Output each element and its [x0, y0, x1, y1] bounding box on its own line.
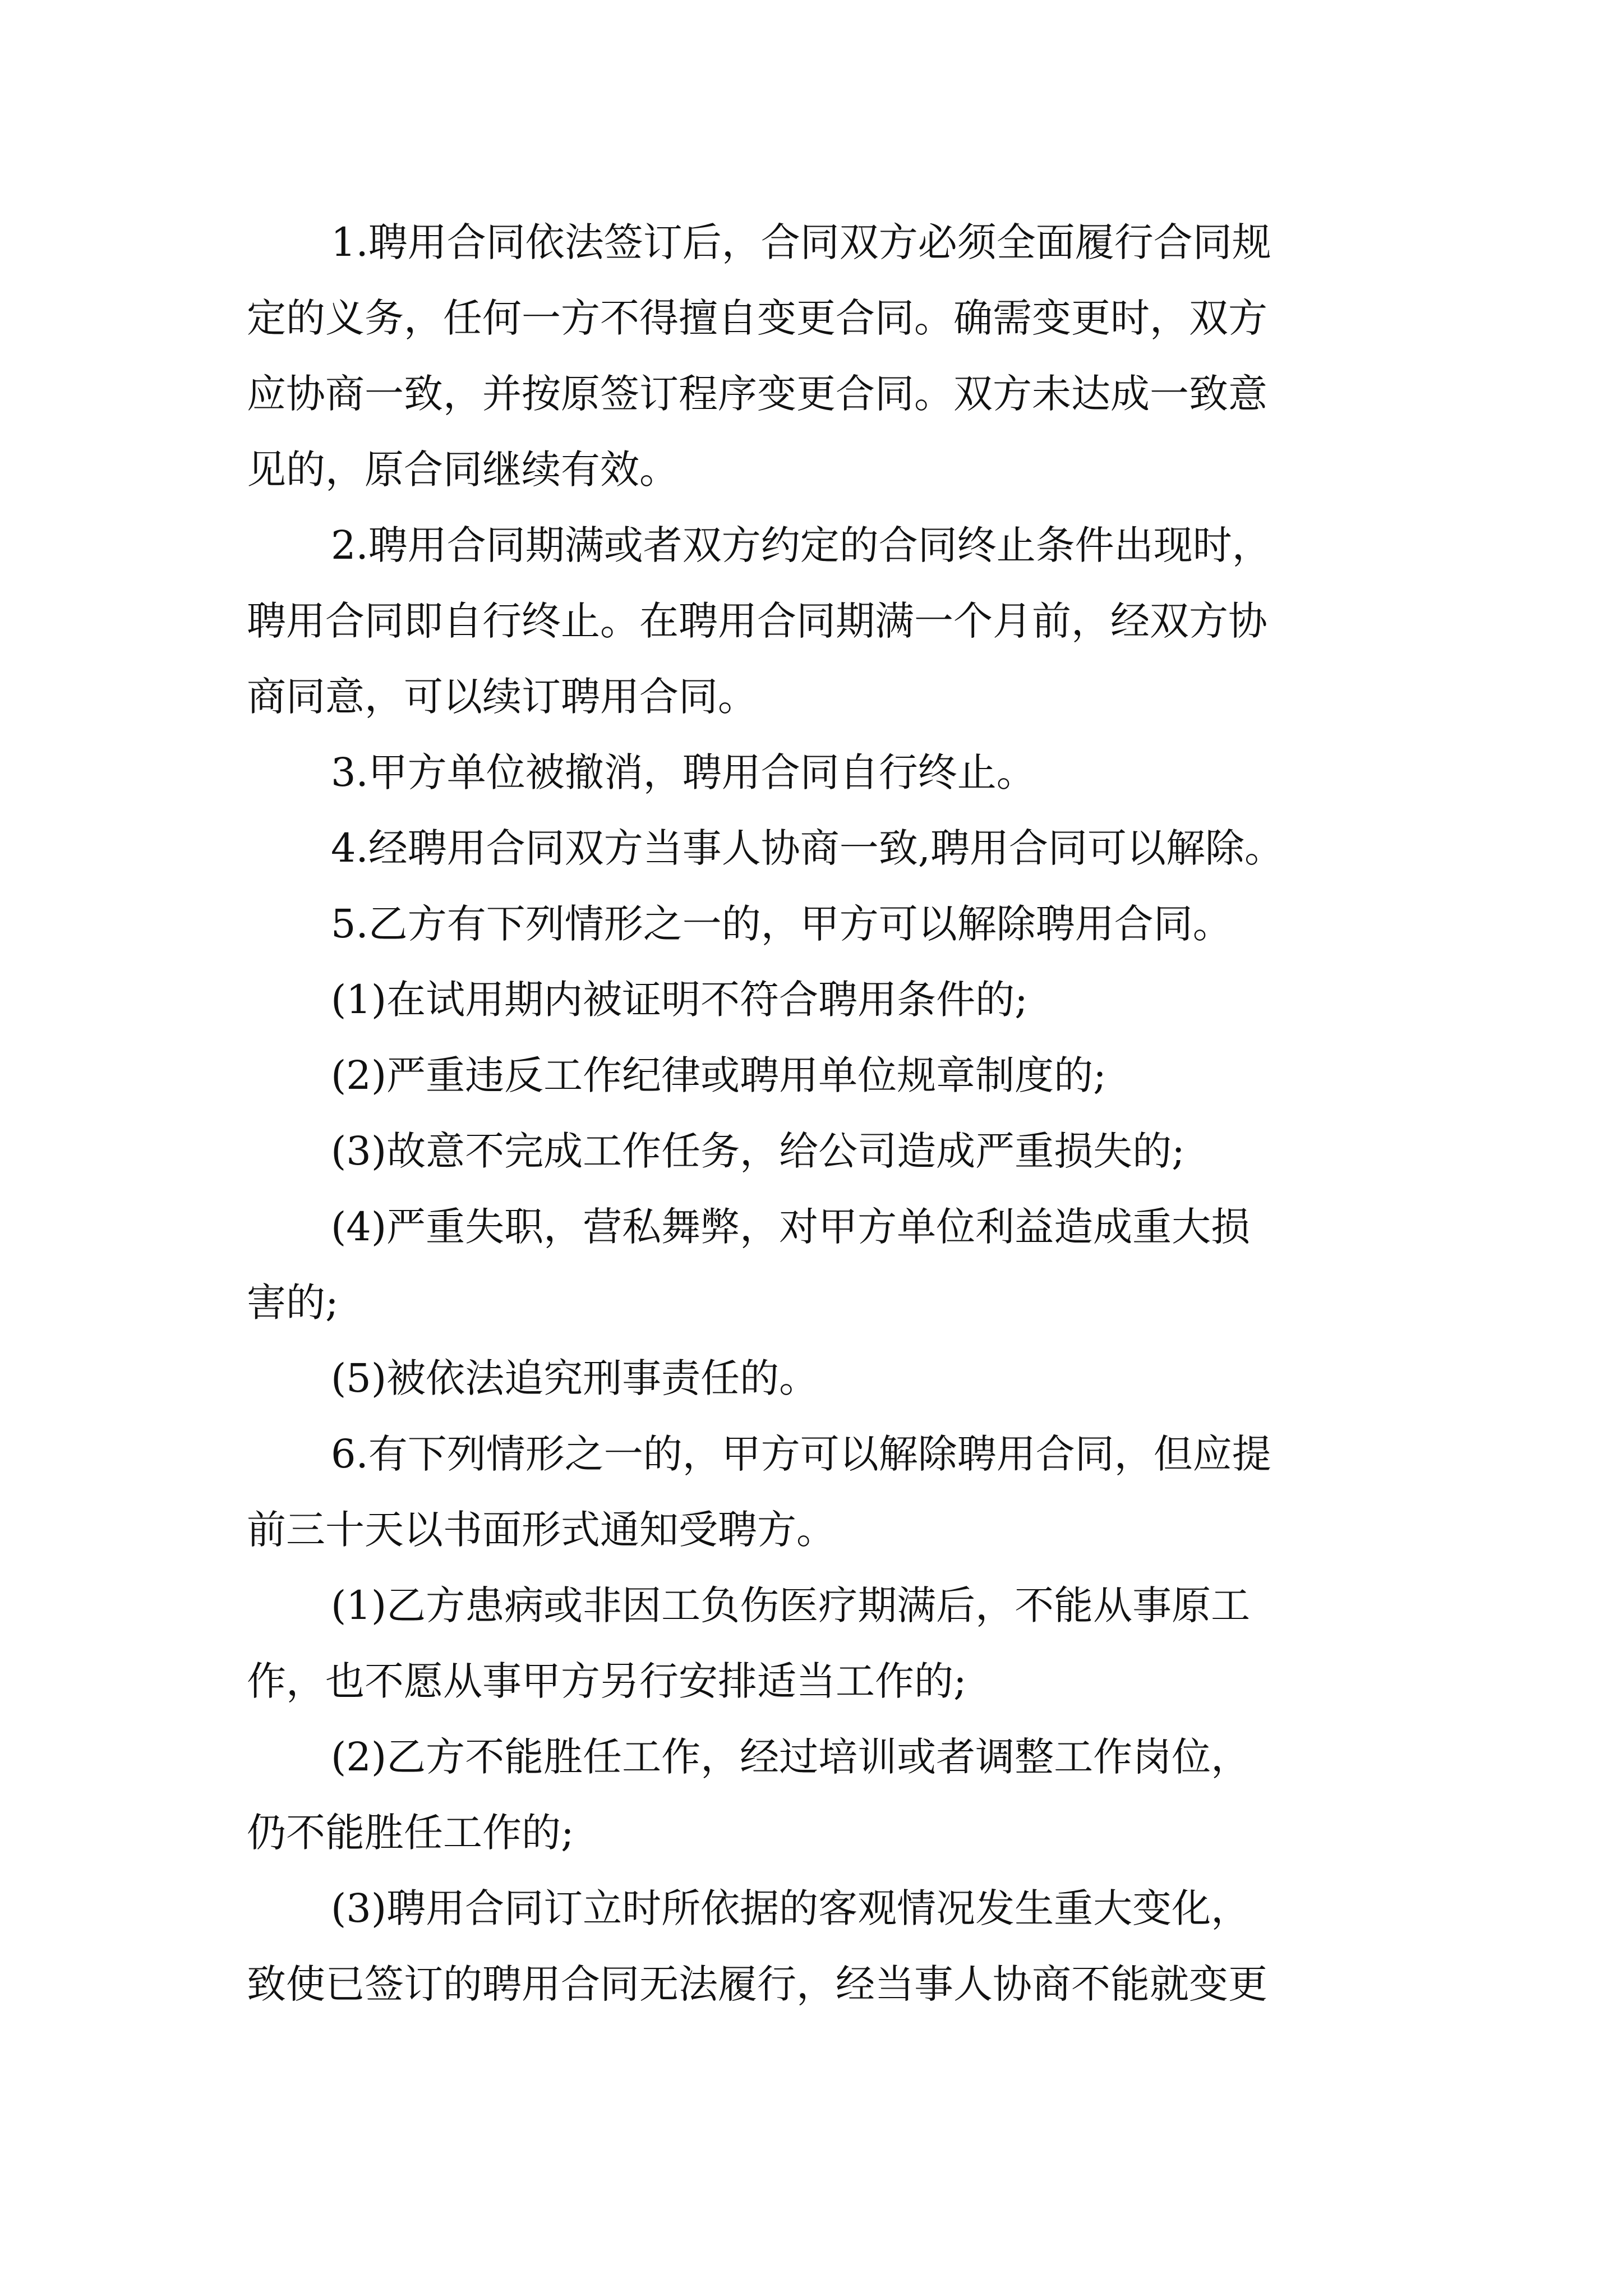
text-line: 作，也不愿从事甲方另行安排适当工作的; — [247, 1658, 967, 1704]
text-line: 应协商一致，并按原签订程序变更合同。双方未达成一致意 — [247, 371, 1267, 417]
text-line: 4.经聘用合同双方当事人协商一致,聘用合同可以解除。 — [331, 825, 1284, 871]
text-line: 2.聘用合同期满或者双方约定的合同终止条件出现时， — [331, 522, 1271, 568]
text-line: (3)聘用合同订立时所依据的客观情况发生重大变化， — [331, 1885, 1251, 1931]
text-line: 商同意，可以续订聘用合同。 — [247, 674, 757, 720]
text-line: 仍不能胜任工作的; — [247, 1810, 574, 1856]
text-line: 1.聘用合同依法签订后，合同双方必须全面履行合同规 — [331, 219, 1271, 265]
text-line: (1)在试用期内被证明不符合聘用条件的; — [331, 977, 1028, 1023]
text-line: (3)故意不完成工作任务，给公司造成严重损失的; — [331, 1128, 1185, 1174]
text-line: 害的; — [247, 1280, 339, 1326]
text-line: 聘用合同即自行终止。在聘用合同期满一个月前，经双方协 — [247, 598, 1267, 644]
text-line: 3.甲方单位被撤消，聘用合同自行终止。 — [331, 749, 1036, 795]
text-line: (5)被依法追究刑事责任的。 — [331, 1355, 819, 1401]
text-line: (2)严重违反工作纪律或聘用单位规章制度的; — [331, 1052, 1106, 1098]
text-line: (1)乙方患病或非因工负伤医疗期满后，不能从事原工 — [331, 1582, 1251, 1628]
text-line: (4)严重失职，营私舞弊，对甲方单位利益造成重大损 — [331, 1204, 1251, 1250]
text-line: 5.乙方有下列情形之一的，甲方可以解除聘用合同。 — [331, 901, 1232, 947]
text-line: 6.有下列情形之一的，甲方可以解除聘用合同，但应提 — [331, 1431, 1271, 1477]
text-line: 见的，原合同继续有效。 — [247, 447, 679, 493]
text-line: 定的义务，任何一方不得擅自变更合同。确需变更时，双方 — [247, 295, 1267, 341]
text-line: 致使已签订的聘用合同无法履行，经当事人协商不能就变更 — [247, 1961, 1267, 2007]
text-line: 前三十天以书面形式通知受聘方。 — [247, 1507, 836, 1553]
text-line: (2)乙方不能胜任工作，经过培训或者调整工作岗位， — [331, 1734, 1251, 1780]
